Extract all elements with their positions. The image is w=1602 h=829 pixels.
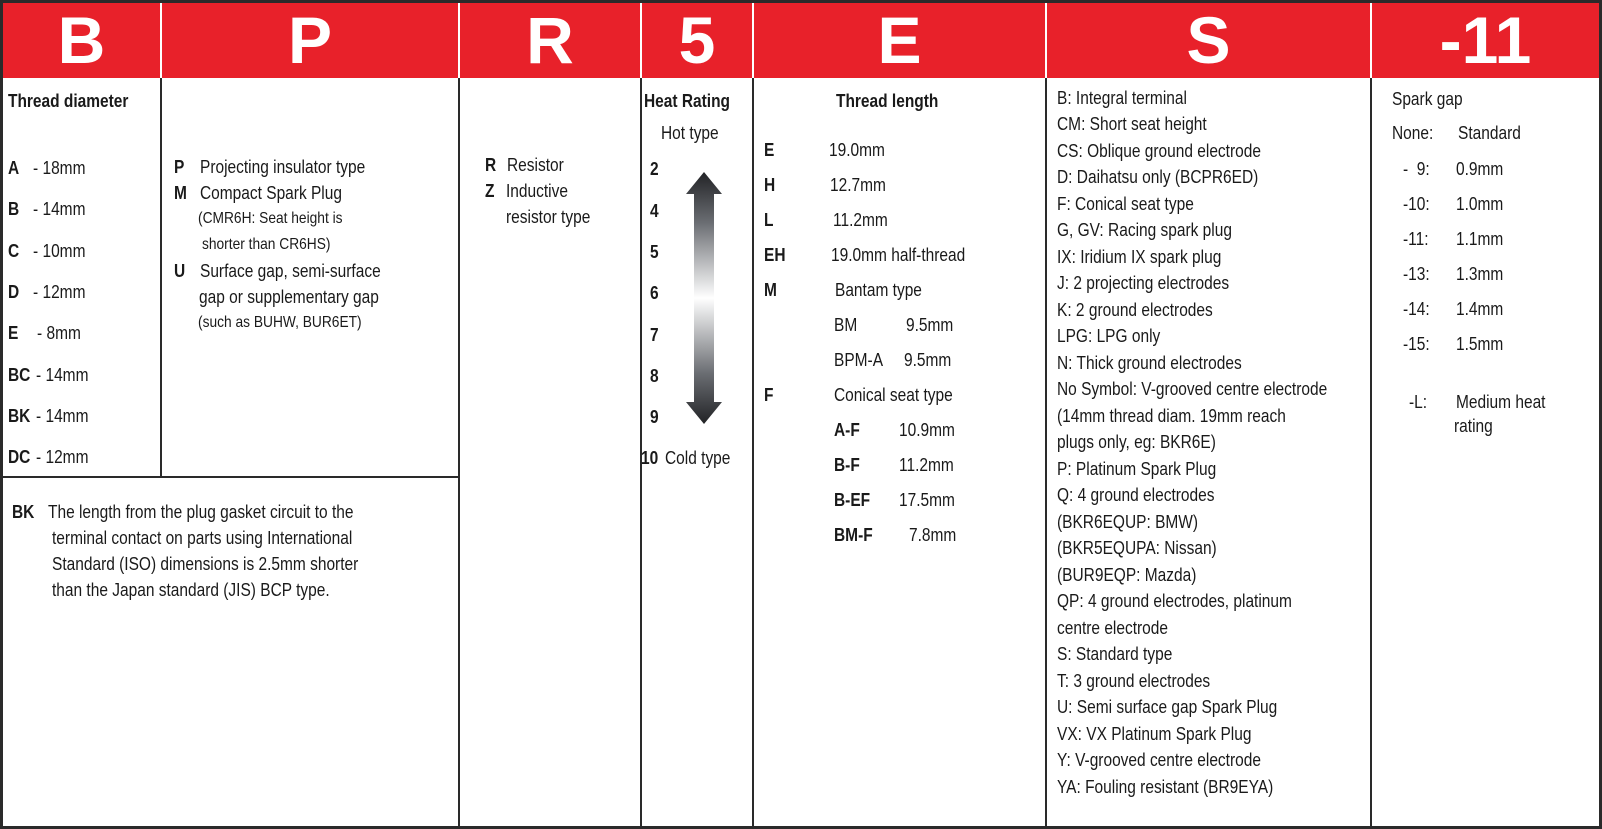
suffix-line: N: Thick ground electrodes: [1057, 353, 1242, 373]
insulator-desc: Compact Spark Plug: [200, 183, 342, 203]
gap-extra-desc: Medium heat: [1456, 392, 1546, 412]
length-code: H: [764, 175, 776, 195]
length-subcode: BM-F: [834, 525, 873, 545]
insulator-desc: shorter than CR6HS): [202, 236, 331, 253]
divider-p-r: [458, 78, 460, 826]
length-value: Conical seat type: [834, 385, 953, 405]
header-gap-code: -11: [1370, 3, 1599, 78]
suffix-line: CM: Short seat height: [1057, 114, 1207, 134]
length-code: EH: [764, 245, 786, 265]
insulator-code: M: [174, 183, 187, 203]
divider-s-gap: [1370, 78, 1372, 826]
diameter-value: - 14mm: [36, 365, 89, 385]
double-arrow-icon: [684, 172, 724, 424]
bk-note-line: than the Japan standard (JIS) BCP type.: [52, 580, 330, 600]
bk-note-line: Standard (ISO) dimensions is 2.5mm shorter: [52, 554, 359, 574]
thread-diameter-title: Thread diameter: [8, 91, 129, 111]
diameter-code: DC: [8, 447, 31, 467]
gap-code: -15:: [1403, 334, 1430, 354]
length-value: Bantam type: [835, 280, 922, 300]
diameter-code: D: [8, 282, 20, 302]
resistor-desc: Inductive: [506, 181, 568, 201]
heat-number-cold: 10: [641, 448, 659, 468]
suffix-line: U: Semi surface gap Spark Plug: [1057, 697, 1278, 717]
suffix-line: (BKR5EQUPA: Nissan): [1057, 538, 1217, 558]
divider-e-s: [1045, 78, 1047, 826]
resistor-desc: Resistor: [507, 155, 564, 175]
suffix-line: T: 3 ground electrodes: [1057, 671, 1211, 691]
insulator-code: P: [174, 157, 185, 177]
diameter-code: B: [8, 199, 20, 219]
diameter-value: - 10mm: [33, 241, 86, 261]
length-subcode: B-F: [834, 455, 860, 475]
heat-number: 8: [650, 366, 659, 386]
gap-extra-code: -L:: [1409, 392, 1428, 412]
spark-gap-title: Spark gap: [1392, 89, 1463, 109]
gap-code: -11:: [1403, 229, 1429, 249]
divider-5-e: [752, 78, 754, 826]
heat-number: 7: [650, 325, 659, 345]
heat-number: 4: [650, 201, 659, 221]
length-code: E: [764, 140, 775, 160]
gap-code: None:: [1392, 123, 1434, 143]
length-code: M: [764, 280, 777, 300]
suffix-line: (BUR9EQP: Mazda): [1057, 565, 1197, 585]
diameter-value: - 14mm: [36, 406, 89, 426]
bk-note-line: The length from the plug gasket circuit to the: [48, 502, 354, 522]
diameter-value: - 12mm: [36, 447, 89, 467]
hot-type-label: Hot type: [661, 123, 719, 143]
length-subcode: BM: [834, 315, 858, 335]
diameter-code: A: [8, 158, 20, 178]
diameter-code: BK: [8, 406, 31, 426]
insulator-desc: (CMR6H: Seat height is: [198, 210, 343, 227]
gap-value: 0.9mm: [1456, 159, 1504, 179]
gap-value: 1.5mm: [1456, 334, 1504, 354]
suffix-line: QP: 4 ground electrodes, platinum: [1057, 591, 1292, 611]
insulator-code: U: [174, 261, 186, 281]
gap-code: -10:: [1403, 194, 1430, 214]
suffix-line: CS: Oblique ground electrode: [1057, 141, 1261, 161]
suffix-line: No Symbol: V-grooved centre electrode: [1057, 379, 1328, 399]
length-value: 17.5mm: [899, 490, 955, 510]
insulator-desc: Surface gap, semi-surface: [200, 261, 381, 281]
thread-length-title: Thread length: [836, 91, 939, 111]
length-code: F: [764, 385, 774, 405]
diameter-value: - 14mm: [33, 199, 86, 219]
heat-rating-title: Heat Rating: [644, 91, 731, 111]
diameter-value: - 12mm: [33, 282, 86, 302]
divider-b-p: [160, 78, 162, 476]
length-value: 19.0mm half-thread: [831, 245, 966, 265]
heat-number: 2: [650, 159, 659, 179]
length-value: 7.8mm: [909, 525, 957, 545]
length-value: 19.0mm: [829, 140, 885, 160]
heat-number: 5: [650, 242, 659, 262]
heat-number: 6: [650, 283, 659, 303]
suffix-line: LPG: LPG only: [1057, 326, 1161, 346]
suffix-line: plugs only, eg: BKR6E): [1057, 432, 1216, 452]
header-letter-5: 5: [640, 3, 752, 78]
length-value: 12.7mm: [830, 175, 886, 195]
length-value: 11.2mm: [833, 210, 888, 230]
diameter-code: C: [8, 241, 20, 261]
gap-code: -13:: [1403, 264, 1430, 284]
gap-code: - 9:: [1403, 159, 1430, 179]
header-letter-b: B: [57, 3, 106, 77]
suffix-line: (BKR6EQUP: BMW): [1057, 512, 1199, 532]
diameter-code: BC: [8, 365, 31, 385]
suffix-line: K: 2 ground electrodes: [1057, 300, 1213, 320]
suffix-line: S: Standard type: [1057, 644, 1173, 664]
diameter-value: - 8mm: [37, 323, 81, 343]
header-letter-r: R: [458, 3, 640, 78]
length-subcode: BPM-A: [834, 350, 884, 370]
gap-code: -14:: [1403, 299, 1430, 319]
length-value: 10.9mm: [899, 420, 955, 440]
length-value: 11.2mm: [899, 455, 954, 475]
length-subcode: B-EF: [834, 490, 871, 510]
resistor-desc: resistor type: [506, 207, 591, 227]
gap-value: 1.4mm: [1456, 299, 1504, 319]
header-band: [3, 3, 1599, 78]
suffix-line: IX: Iridium IX spark plug: [1057, 247, 1222, 267]
diameter-value: - 18mm: [33, 158, 86, 178]
length-value: 9.5mm: [904, 350, 952, 370]
suffix-line: Y: V-grooved centre electrode: [1057, 750, 1261, 770]
suffix-line: (14mm thread diam. 19mm reach: [1057, 406, 1286, 426]
suffix-line: J: 2 projecting electrodes: [1057, 273, 1230, 293]
gap-value: 1.3mm: [1456, 264, 1504, 284]
suffix-line: G, GV: Racing spark plug: [1057, 220, 1232, 240]
diameter-code: E: [8, 323, 19, 343]
insulator-desc: gap or supplementary gap: [199, 287, 379, 307]
heat-number: 9: [650, 407, 659, 427]
gap-value: 1.1mm: [1456, 229, 1504, 249]
divider-note: [3, 476, 459, 478]
suffix-line: VX: VX Platinum Spark Plug: [1057, 724, 1252, 744]
suffix-line: B: Integral terminal: [1057, 88, 1187, 108]
suffix-line: centre electrode: [1057, 618, 1169, 638]
insulator-desc: Projecting insulator type: [200, 157, 366, 177]
suffix-line: F: Conical seat type: [1057, 194, 1194, 214]
length-value: 9.5mm: [906, 315, 954, 335]
suffix-line: Q: 4 ground electrodes: [1057, 485, 1215, 505]
resistor-code: R: [485, 155, 497, 175]
length-subcode: A-F: [834, 420, 860, 440]
suffix-line: P: Platinum Spark Plug: [1057, 459, 1217, 479]
header-letter-p: P: [160, 3, 458, 78]
insulator-desc: (such as BUHW, BUR6ET): [198, 314, 362, 331]
length-code: L: [764, 210, 774, 230]
bk-note-code: BK: [12, 502, 35, 522]
gap-value: 1.0mm: [1456, 194, 1504, 214]
resistor-code: Z: [485, 181, 495, 201]
suffix-line: D: Daihatsu only (BCPR6ED): [1057, 167, 1259, 187]
gap-extra-desc: rating: [1454, 416, 1493, 436]
bk-note-line: terminal contact on parts using International: [52, 528, 353, 548]
suffix-line: YA: Fouling resistant (BR9EYA): [1057, 777, 1274, 797]
header-letter-e: E: [752, 3, 1045, 78]
cold-type-label: Cold type: [665, 448, 731, 468]
gap-value: Standard: [1458, 123, 1521, 143]
header-letter-s: S: [1045, 3, 1370, 78]
